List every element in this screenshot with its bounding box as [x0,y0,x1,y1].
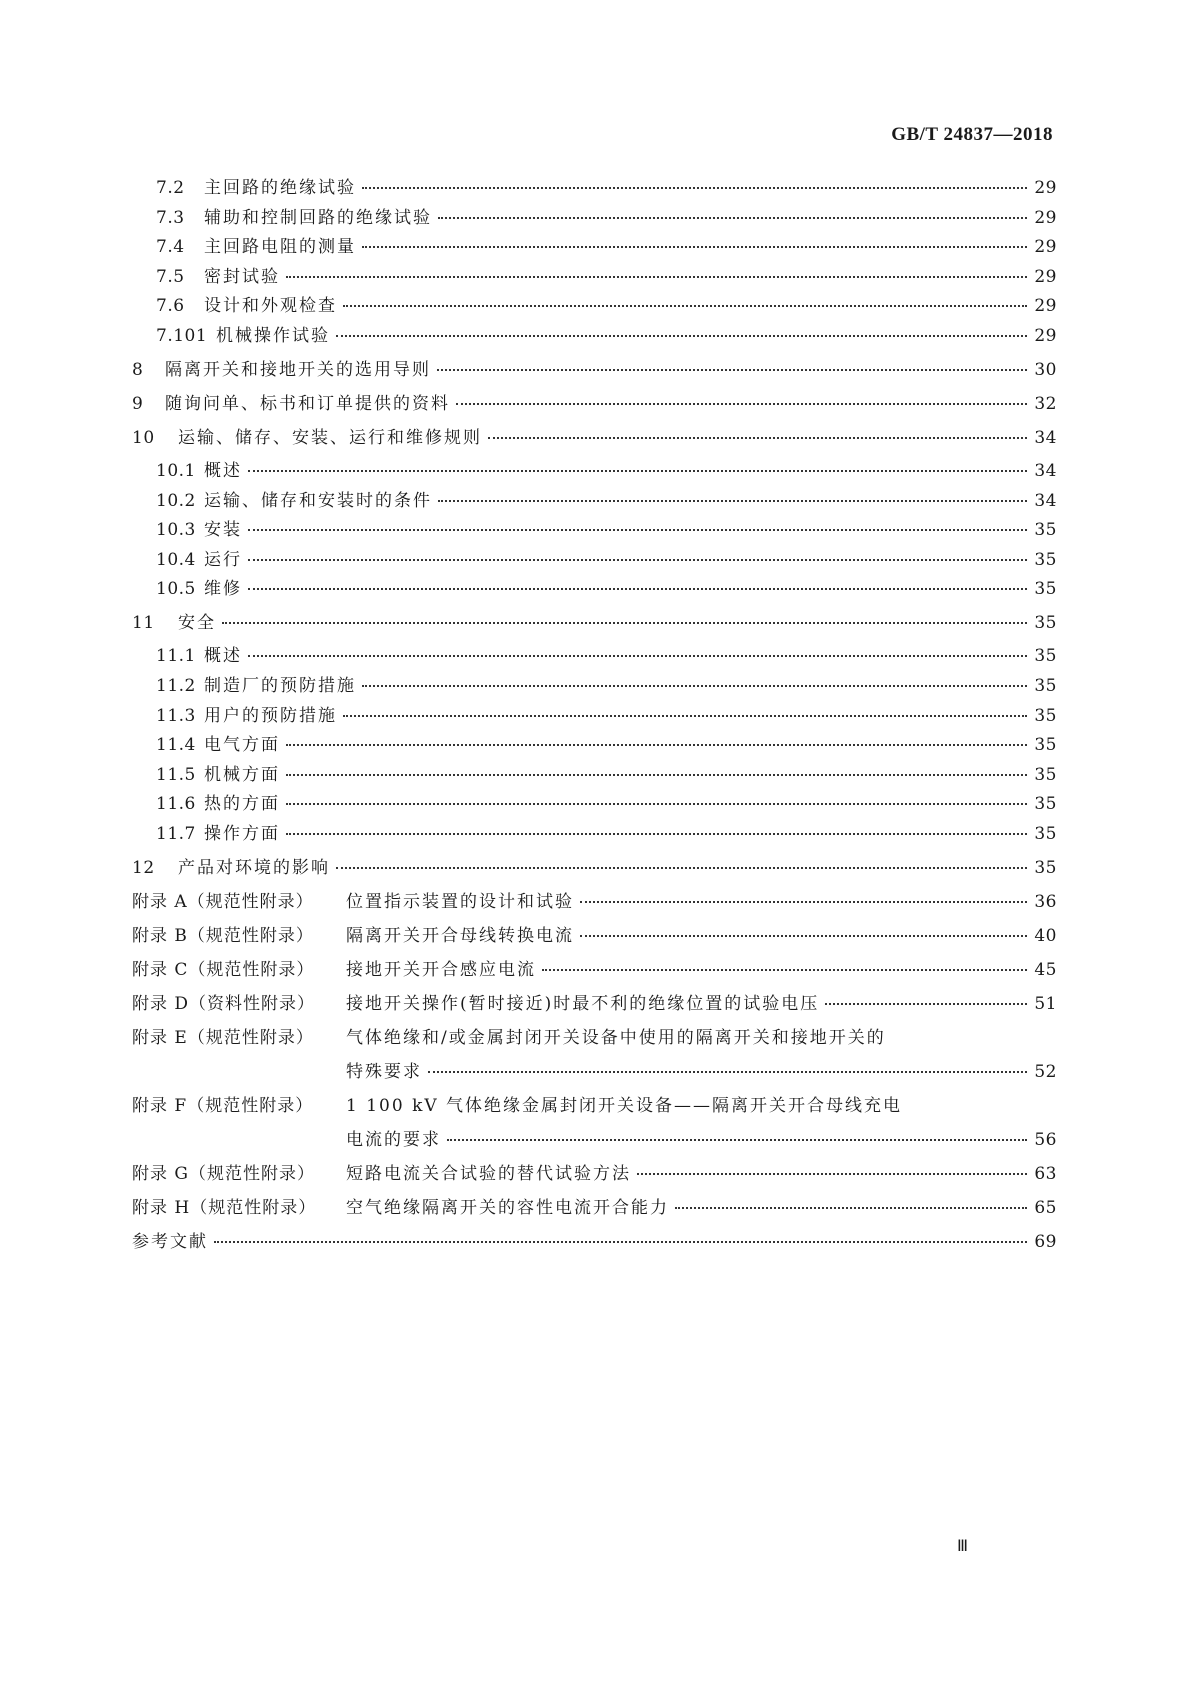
toc-entry-number: 附录 H（规范性附录） [132,1197,317,1218]
toc-entry-number: 12 [132,857,155,878]
toc-entry-number: 附录 F（规范性附录） [132,1095,314,1116]
toc-entry-number: 7.3 [156,207,185,228]
toc-leader-dots [580,901,1027,903]
toc-entry-page: 35 [1034,549,1057,570]
toc-entry-page: 56 [1034,1129,1057,1150]
toc-entry-number: 附录 B（规范性附录） [132,925,314,946]
toc-entry-appendix-c[interactable] [132,960,1057,980]
toc-entry[interactable] [132,824,1057,844]
toc-entry-page: 45 [1034,959,1057,980]
toc-entry-page: 36 [1034,891,1057,912]
toc-entry-page: 29 [1034,296,1057,317]
toc-entry-page: 35 [1034,857,1057,878]
toc-entry-page: 34 [1034,490,1057,511]
toc-entry-page: 29 [1034,266,1057,287]
toc-leader-dots [438,500,1027,502]
toc-entry[interactable] [132,326,1057,346]
toc-entry-title: 机械操作试验 [216,325,330,346]
toc-entry-number: 附录 D（资料性附录） [132,993,316,1014]
toc-leader-dots [488,437,1027,439]
toc-leader-dots [362,246,1027,248]
standard-code: GB/T 24837—2018 [891,124,1053,145]
toc-entry-number: 11.6 [156,794,196,815]
toc-entry-title: 运行 [204,549,242,570]
toc-entry-title-continued: 特殊要求 [346,1061,422,1082]
toc-entry-page: 35 [1034,613,1057,634]
toc-entry[interactable] [132,735,1057,755]
toc-entry-page: 35 [1034,823,1057,844]
toc-entry-number: 11 [132,613,155,634]
toc-entry-title: 主回路电阻的测量 [204,237,356,258]
toc-entry[interactable] [132,765,1057,785]
toc-leader-dots [286,744,1027,746]
toc-leader-dots [286,276,1027,278]
toc-entry-number: 11.5 [156,764,196,785]
page-number: Ⅲ [956,1538,968,1555]
toc-leader-dots [825,1003,1027,1005]
toc-entry-number: 10.2 [156,490,196,511]
toc-entry-title: 产品对环境的影响 [178,857,330,878]
toc-entry-number: 11.1 [156,646,196,667]
toc-entry-page: 29 [1034,325,1057,346]
toc-entry-page: 52 [1034,1061,1057,1082]
toc-entry[interactable] [132,394,1057,414]
toc-leader-dots [248,655,1027,657]
toc-entry-title: 维修 [204,579,242,600]
toc-entry-title: 密封试验 [204,266,280,287]
toc-leader-dots [286,803,1027,805]
toc-leader-dots [222,622,1027,624]
toc-leader-dots [336,867,1027,869]
toc-entry-title: 设计和外观检查 [204,296,337,317]
toc-entry-appendix-g[interactable] [132,1164,1057,1184]
toc-entry[interactable] [132,706,1057,726]
toc-entry-number: 10.1 [156,460,196,481]
toc-entry-title: 概述 [204,460,242,481]
toc-leader-dots [447,1139,1027,1141]
toc-entry-page: 35 [1034,646,1057,667]
toc-entry[interactable] [132,579,1057,599]
toc-entry-page: 35 [1034,735,1057,756]
toc-entry-title: 接地开关开合感应电流 [346,959,536,980]
toc-entry-number: 7.5 [156,266,185,287]
toc-entry-title: 空气绝缘隔离开关的容性电流开合能力 [346,1197,669,1218]
toc-entry-appendix-b[interactable] [132,926,1057,946]
toc-entry-page: 35 [1034,764,1057,785]
toc-leader-dots [336,335,1027,337]
toc-entry-number: 7.4 [156,237,185,258]
toc-leader-dots [675,1207,1027,1209]
toc-entry-title: 用户的预防措施 [204,705,337,726]
toc-entry-page: 40 [1034,925,1057,946]
toc-entry-title: 运输、储存、安装、运行和维修规则 [178,427,482,448]
toc-entry-title: 隔离开关和接地开关的选用导则 [165,359,431,380]
toc-entry-appendix-a[interactable] [132,892,1057,912]
toc-entry-page: 34 [1034,427,1057,448]
toc-entry-title: 主回路的绝缘试验 [204,178,356,198]
toc-entry-number: 9 [132,393,144,414]
toc-entry[interactable] [132,237,1057,257]
toc-entry-page: 35 [1034,579,1057,600]
toc-entry-title: 辅助和控制回路的绝缘试验 [204,207,432,228]
toc-entry-number: 7.6 [156,296,185,317]
toc-entry-page: 29 [1034,207,1057,228]
toc-entry-page: 35 [1034,794,1057,815]
toc-entry-appendix-d[interactable] [132,994,1057,1014]
toc-entry-number: 附录 C（规范性附录） [132,959,315,980]
toc-entry-title: 位置指示装置的设计和试验 [346,891,574,912]
toc-entry-title: 短路电流关合试验的替代试验方法 [346,1163,631,1184]
toc-entry[interactable] [132,267,1057,287]
toc-entry-page: 35 [1034,675,1057,696]
toc-entry-title: 电气方面 [204,735,280,756]
toc-entry-number: 11.3 [156,705,196,726]
toc-leader-dots [248,529,1027,531]
toc-entry-number: 10.4 [156,549,196,570]
toc-entry[interactable] [132,461,1057,481]
toc-entry-title: 接地开关操作(暂时接近)时最不利的绝缘位置的试验电压 [346,993,820,1014]
toc-entry-number: 10 [132,427,155,448]
toc-entry-title: 热的方面 [204,794,280,815]
toc-entry-number: 10.5 [156,579,196,600]
toc-entry-page: 32 [1034,393,1057,414]
toc-entry-number: 8 [132,359,144,380]
toc-entry[interactable] [132,178,1057,198]
toc-entry[interactable] [132,794,1057,814]
toc-entry-page: 65 [1034,1197,1057,1218]
toc-entry-page: 29 [1034,237,1057,258]
toc-entry-title-continued: 电流的要求 [346,1129,441,1150]
toc-entry-number: 10.3 [156,520,196,541]
toc-leader-dots [456,403,1027,405]
toc-entry[interactable] [132,491,1057,511]
toc-entry-appendix-h[interactable] [132,1198,1057,1218]
toc-entry-number: 附录 A（规范性附录） [132,891,314,912]
toc-leader-dots [637,1173,1027,1175]
toc-entry[interactable] [132,858,1057,878]
toc-entry[interactable] [132,646,1057,666]
toc-leader-dots [343,715,1027,717]
toc-entry-title: 参考文献 [132,1231,208,1252]
toc-entry-number: 11.4 [156,735,196,756]
toc-leader-dots [248,559,1027,561]
toc-entry-page: 30 [1034,359,1057,380]
toc-entry[interactable] [132,208,1057,228]
toc-entry-title: 概述 [204,646,242,667]
toc-leader-dots [248,470,1027,472]
toc-entry[interactable] [132,296,1057,316]
toc-leader-dots [248,588,1027,590]
toc-entry-number: 7.2 [156,178,185,198]
toc-entry-number: 附录 G（规范性附录） [132,1163,315,1184]
toc-entry-title: 安全 [178,613,216,634]
toc-entry-page: 29 [1034,178,1057,198]
toc-entry-number: 7.101 [156,325,208,346]
toc-entry-title: 机械方面 [204,764,280,785]
toc-entry-number: 11.2 [156,675,196,696]
toc-entry-page: 35 [1034,705,1057,726]
toc-entry-page: 35 [1034,520,1057,541]
toc-entry-page: 69 [1034,1231,1057,1252]
toc-entry-title: 气体绝缘和/或金属封闭开关设备中使用的隔离开关和接地开关的 [346,1027,886,1048]
toc-entry[interactable] [132,360,1057,380]
toc-entry[interactable] [132,520,1057,540]
toc-entry-title: 安装 [204,520,242,541]
toc-entry[interactable] [132,428,1057,448]
toc-entry-page: 34 [1034,460,1057,481]
toc-entry-title: 隔离开关开合母线转换电流 [346,925,574,946]
toc-entry-continuation[interactable] [132,1062,1057,1082]
toc-entry-references[interactable] [132,1232,1057,1252]
toc-entry[interactable] [132,550,1057,570]
toc-leader-dots [580,935,1027,937]
toc-entry-number: 11.7 [156,823,196,844]
toc-entry-title: 运输、储存和安装时的条件 [204,490,432,511]
toc-leader-dots [286,774,1027,776]
toc-leader-dots [214,1241,1027,1243]
toc-leader-dots [437,369,1027,371]
toc-entry-appendix-f[interactable] [132,1096,1057,1116]
toc-entry[interactable] [132,676,1057,696]
toc-entry-page: 51 [1034,993,1057,1014]
toc-leader-dots [438,217,1027,219]
toc-entry-title: 制造厂的预防措施 [204,675,356,696]
toc-leader-dots [362,685,1027,687]
toc-entry-number: 附录 E（规范性附录） [132,1027,314,1048]
toc-entry-appendix-e[interactable] [132,1028,1057,1048]
toc-entry-title: 随询问单、标书和订单提供的资料 [165,393,450,414]
toc-leader-dots [542,969,1027,971]
toc-entry-page: 63 [1034,1163,1057,1184]
toc-entry-continuation[interactable] [132,1130,1057,1150]
toc-leader-dots [428,1071,1027,1073]
toc-leader-dots [343,305,1027,307]
toc-leader-dots [362,187,1027,189]
table-of-contents [132,178,1057,1252]
toc-entry-title: 操作方面 [204,823,280,844]
toc-entry-title: 1 100 kV 气体绝缘金属封闭开关设备——隔离开关开合母线充电 [346,1095,903,1116]
toc-leader-dots [286,833,1027,835]
toc-entry[interactable] [132,613,1057,633]
